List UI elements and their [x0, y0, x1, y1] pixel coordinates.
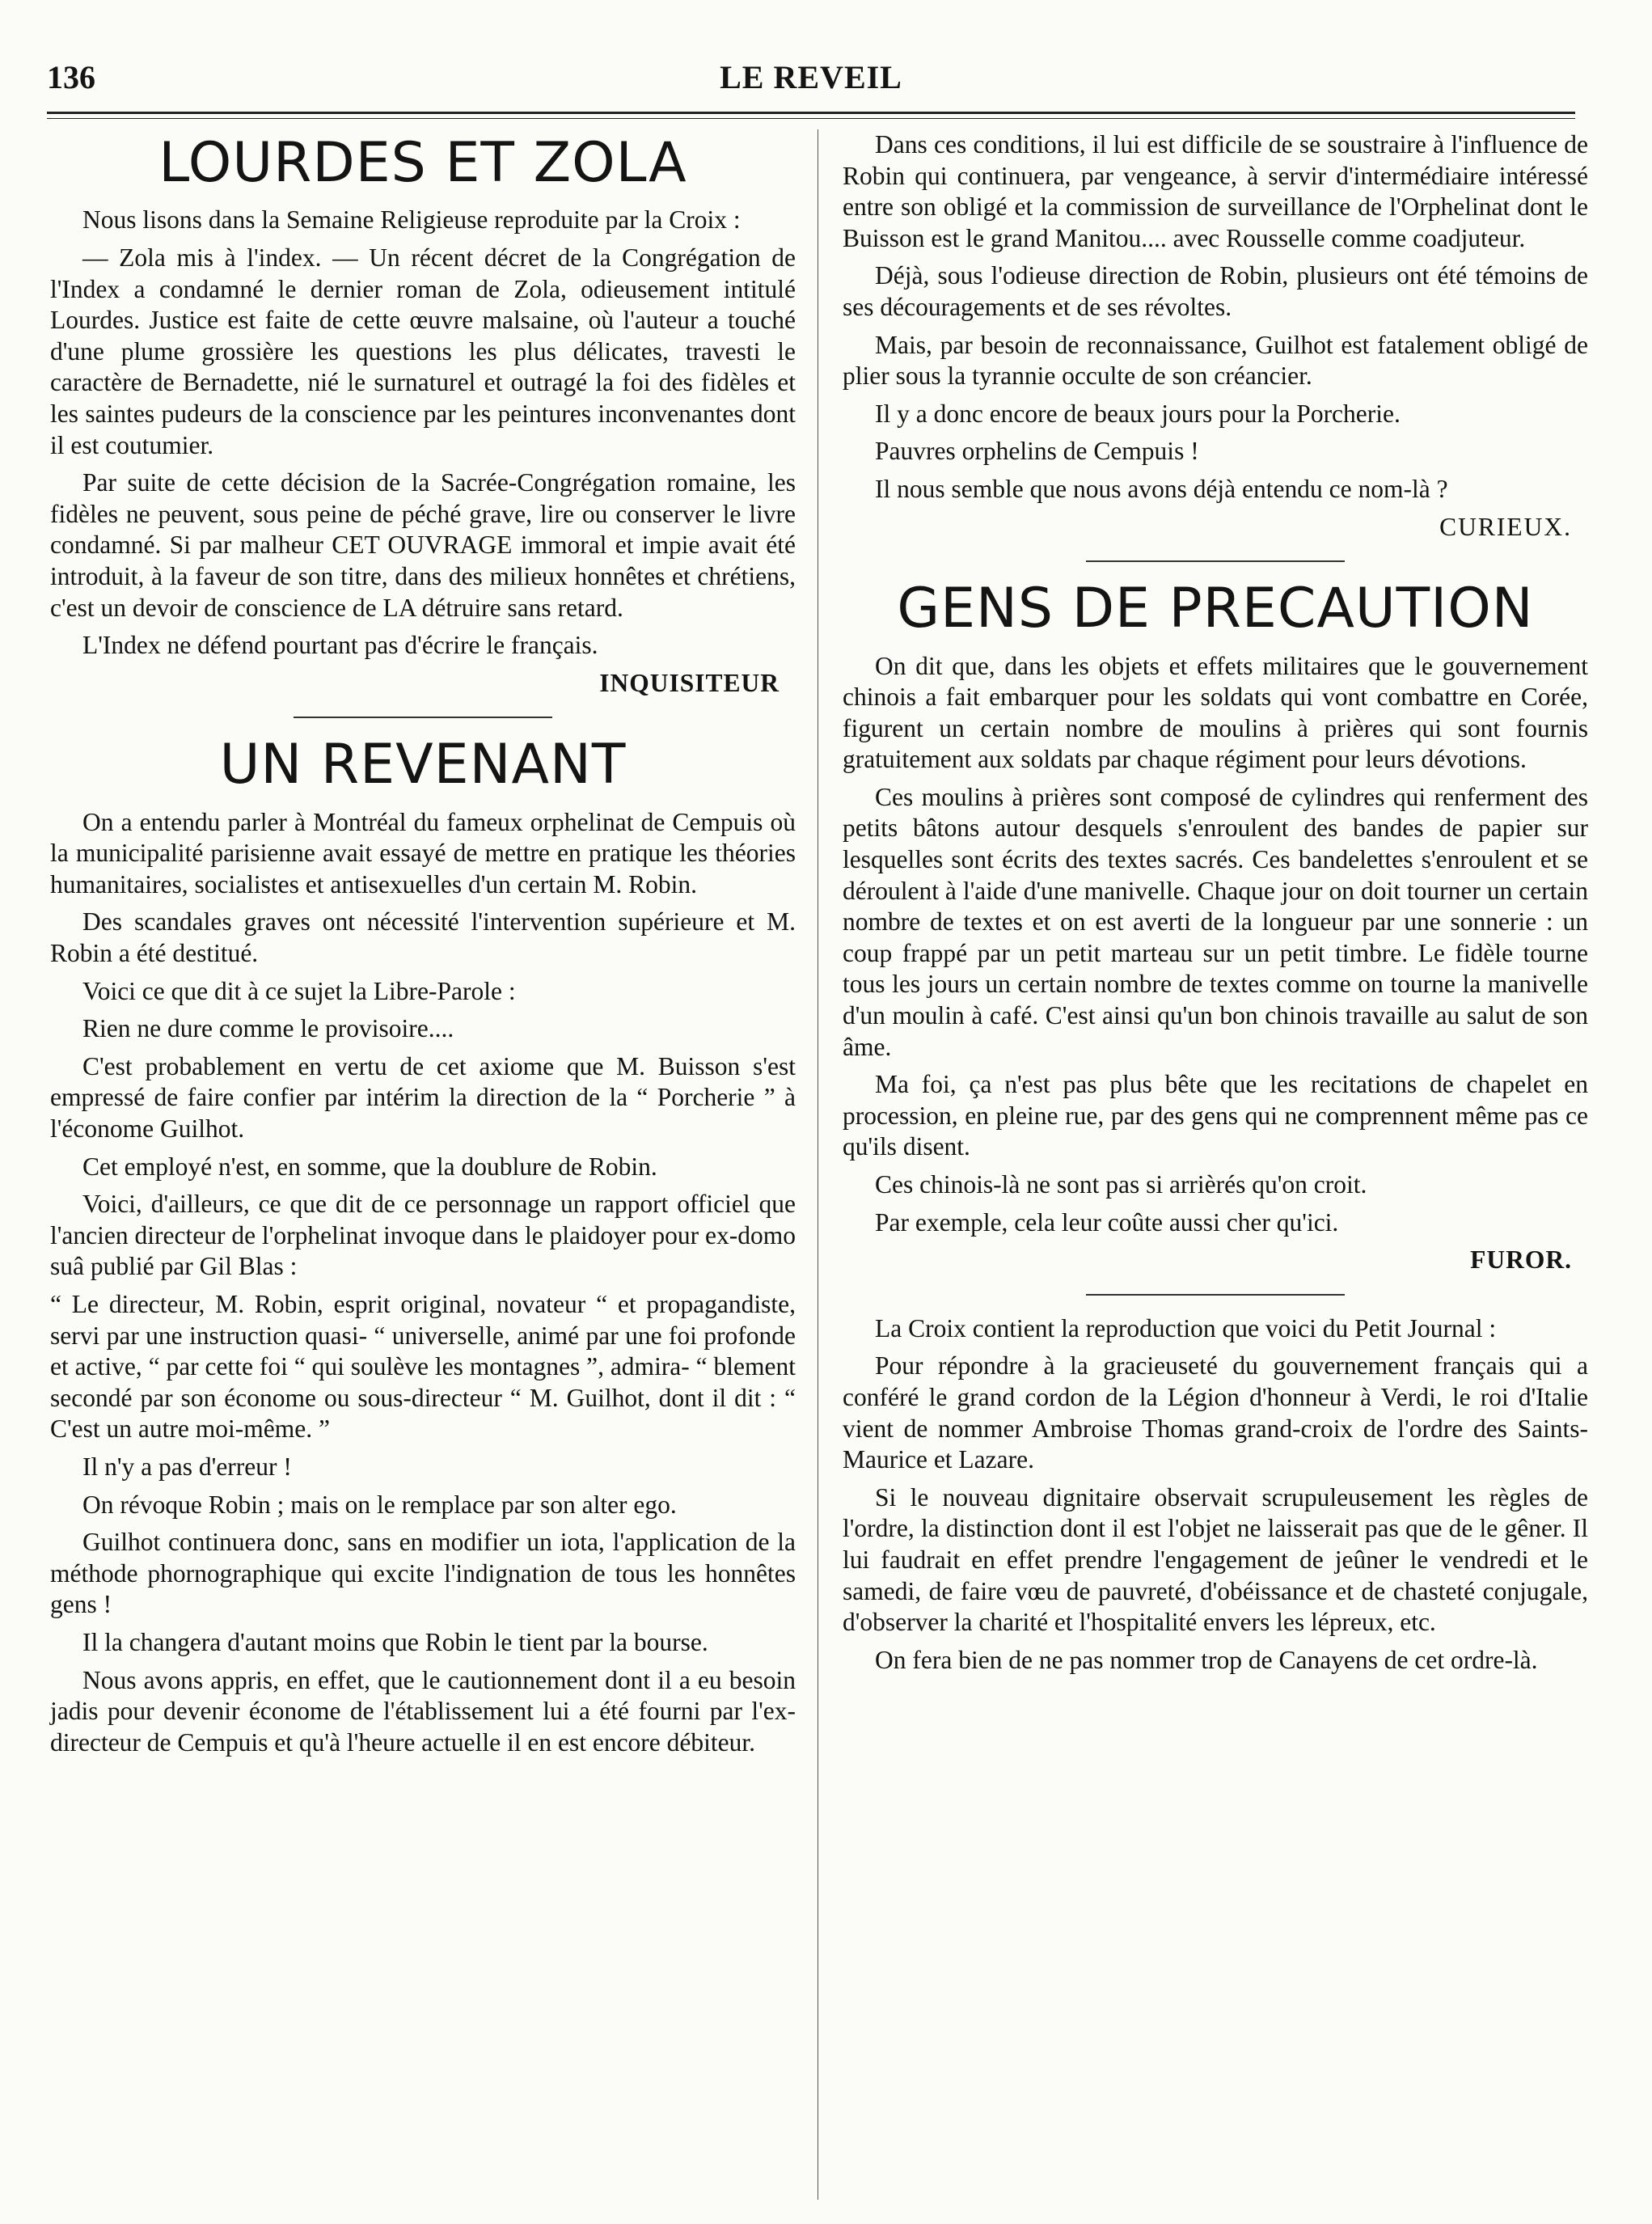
- article-un-revenant: [50, 733, 796, 1758]
- article-paragraph: Pauvres orphelins de Cempuis !: [875, 437, 1199, 466]
- article-separator: [294, 717, 552, 718]
- right-column: [843, 129, 1588, 1682]
- article-title: LOURDES ET ZOLA: [158, 131, 687, 195]
- article-paragraph: Voici, d'ailleurs, ce que dit de ce personnage un rapport officiel que l'ancien directeur de l'orphelinat invoque dans le plaidoyer pour ex-domo suâ publié par Gil Blas :: [50, 1190, 796, 1281]
- article-paragraph: Ces chinois-là ne sont pas si arrièrés qu'on croit.: [875, 1170, 1367, 1199]
- article-un-revenant-continued: [843, 129, 1588, 543]
- article-paragraph: Mais, par besoin de reconnaissance, Guilhot est fatalement obligé de plier sous la tyrannie occulte de son créancier.: [843, 330, 1588, 391]
- article-paragraph: Par exemple, cela leur coûte aussi cher qu'ici.: [875, 1207, 1339, 1237]
- article-paragraph: La Croix contient la reproduction que voici du Petit Journal :: [875, 1313, 1497, 1342]
- article-paragraph: Cet employé n'est, en somme, que la doublure de Robin.: [82, 1152, 657, 1181]
- article-separator: [1086, 560, 1345, 562]
- article-paragraph: Ces moulins à prières sont composé de cylindres qui renferment des petits bâtons autour desquels s'enroulent des bandes de papier sur lesquelles sont écrits des textes sacrés. Ces bandelettes s'enroulent et se déroulent à l'aide d'une manivelle. Chaque jour on doit tourner un certain nombre de textes et on est averti de la longueur par une sonnerie : un coup frappé par un petit marteau sur un petit timbre. Le fidèle tourne tous les jours un certain nombre de textes comme on tourne la manivelle d'un moulin à café. C'est ainsi qu'un bon chinois travaille au salut de son âme.: [843, 782, 1588, 1061]
- article-title: GENS DE PRECAUTION: [897, 577, 1534, 641]
- article-paragraph: On fera bien de ne pas nommer trop de Canayens de cet ordre-là.: [875, 1645, 1538, 1674]
- article-paragraph: Nous lisons dans la Semaine Religieuse reproduite par la Croix :: [82, 205, 741, 235]
- article-paragraph: L'Index ne défend pourtant pas d'écrire le français.: [82, 631, 598, 660]
- article-paragraph: Nous avons appris, en effet, que le cautionnement dont il a eu besoin jadis pour devenir économe de l'établissement lui a été fourni par l'ex-directeur de Cempuis et qu'à l'heure actuelle il en est encore débiteur.: [50, 1665, 796, 1757]
- article-lourdes-et-zola: [50, 131, 796, 699]
- header-rule-thin: [47, 118, 1575, 119]
- article-paragraph: Si le nouveau dignitaire observait scrupuleusement les règles de l'ordre, la distinction dont il est l'objet ne laisserait pas que de le gêner. Il lui faudrait en effet prendre l'engagement de jeûner le vendredi et le samedi, de faire vœu de pauvreté, d'obéissance et de chasteté conjugale, d'observer la charité et l'hospitalité envers les lépreux, etc.: [843, 1482, 1588, 1637]
- page-number: 136: [47, 59, 95, 95]
- article-paragraph: Il y a donc encore de beaux jours pour la Porcherie.: [875, 399, 1401, 428]
- article-paragraph: Guilhot continuera donc, sans en modifier un iota, l'application de la méthode phornographique qui excite l'indignation de tous les honnêtes gens !: [50, 1528, 796, 1619]
- journal-title: LE REVEIL: [720, 59, 902, 95]
- article-paragraph: On dit que, dans les objets et effets militaires que le gouvernement chinois a fait embarquer pour les soldats qui vont combattre en Corée, figurent un certain nombre de moulins à prières qui sont fournis gratuitement aux soldats par chaque régiment pour leurs dévotions.: [843, 651, 1588, 774]
- article-paragraph: Il n'y a pas d'erreur !: [82, 1452, 292, 1481]
- article-signature: FUROR.: [1470, 1245, 1572, 1275]
- article-paragraph: — Zola mis à l'index. — Un récent décret de la Congrégation de l'Index a condamné le dernier roman de Zola, odieusement intitulé Lourdes. Justice est faite de cette œuvre malsaine, où l'auteur a touché d'une plume grossière les questions les plus délicates, travesti le caractère de Bernadette, nié le surnaturel et outragé la foi des fidèles et les saintes pudeurs de la conscience par les peintures inconvenantes dont il est coutumier.: [50, 243, 796, 459]
- article-la-croix: [843, 1313, 1588, 1676]
- article-paragraph: Il nous semble que nous avons déjà entendu ce nom-là ?: [875, 474, 1448, 503]
- article-paragraph: Par suite de cette décision de la Sacrée-Congrégation romaine, les fidèles ne peuvent, sous peine de péché grave, lire ou conserver le livre condamné. Si par malheur CET OUVRAGE immoral et impie avait été introduit, à la faveur de son titre, dans des milieux honnêtes et chrétiens, c'est un devoir de conscience de LA détruire sans retard.: [50, 468, 796, 622]
- article-paragraph: C'est probablement en vertu de cet axiome que M. Buisson s'est empressé de faire confier par intérim la direction de la “ Porcherie ” à l'économe Guilhot.: [50, 1051, 796, 1144]
- article-paragraph: Voici ce que dit à ce sujet la Libre-Parole :: [82, 976, 516, 1005]
- article-separator: [1086, 1294, 1345, 1296]
- article-paragraph: On a entendu parler à Montréal du fameux orphelinat de Cempuis où la municipalité parisienne avait essayé de mettre en pratique les théories humanitaires, socialistes et antisexuelles d'un certain M. Robin.: [50, 807, 796, 898]
- header-rule-thick: [47, 112, 1575, 114]
- article-quotation: “ Le directeur, M. Robin, esprit original, novateur “ et propagandiste, servi par une instruction quasi- “ universelle, animé par une foi profonde et active, “ par cette foi “ qui soulève les montagnes ”, admira- “ blement secondé par son économe ou sous-directeur “ M. Guilhot, dont il dit : “ C'est un autre moi-même. ”: [50, 1290, 796, 1444]
- page-header: [47, 58, 1575, 104]
- article-paragraph: Rien ne dure comme le provisoire....: [82, 1014, 454, 1043]
- article-signature: CURIEUX.: [1439, 512, 1572, 541]
- article-paragraph: Des scandales graves ont nécessité l'intervention supérieure et M. Robin a été destitué.: [50, 907, 796, 968]
- article-paragraph: Déjà, sous l'odieuse direction de Robin, plusieurs ont été témoins de ses découragements et de ses révoltes.: [843, 261, 1588, 321]
- article-paragraph: On révoque Robin ; mais on le remplace par son alter ego.: [82, 1490, 677, 1519]
- article-gens-de-precaution: [843, 577, 1588, 1276]
- article-paragraph: Ma foi, ça n'est pas plus bête que les recitations de chapelet en procession, en pleine rue, par des gens qui ne comprennent même pas ce qu'ils disent.: [843, 1070, 1588, 1161]
- article-paragraph: Dans ces conditions, il lui est difficile de se soustraire à l'influence de Robin qui continuera, par vengeance, à servir d'intermédiaire intéressé entre son obligé et la commission de surveillance de l'Orphelinat dont le Buisson est le grand Manitou.... avec Rousselle comme coadjuteur.: [843, 130, 1588, 252]
- article-paragraph: Il la changera d'autant moins que Robin le tient par la bourse.: [82, 1627, 708, 1656]
- article-paragraph: Pour répondre à la gracieuseté du gouvernement français qui a conféré le grand cordon de la Légion d'honneur à Verdi, le roi d'Italie vient de nommer Ambroise Thomas grand-croix de l'ordre des Saints-Maurice et Lazare.: [843, 1351, 1588, 1474]
- left-column: [50, 129, 796, 1765]
- article-title: UN REVENANT: [219, 733, 627, 797]
- article-signature: INQUISITEUR: [599, 668, 780, 697]
